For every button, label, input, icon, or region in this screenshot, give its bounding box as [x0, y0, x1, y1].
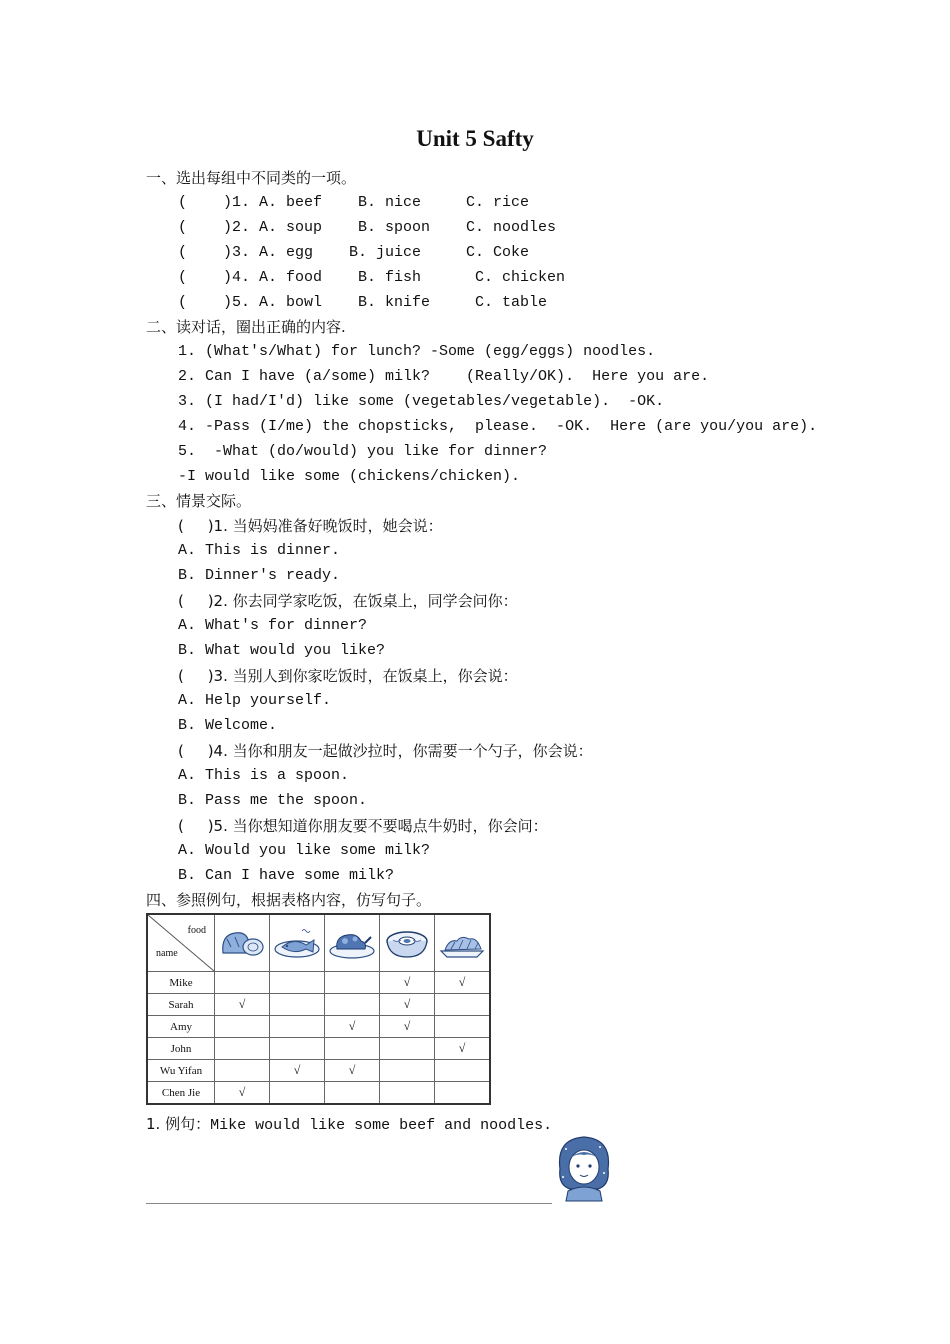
table-row: [147, 1016, 490, 1038]
table-cell: [325, 994, 380, 1016]
table-cell: √: [215, 1082, 270, 1105]
section4-heading: 四、参照例句，根据表格内容，仿写句子。: [146, 891, 432, 909]
table-cell: [215, 1060, 270, 1082]
table-cell: [380, 1060, 435, 1082]
table-cell: [435, 1016, 491, 1038]
table-corner-cell: [147, 914, 215, 972]
header-food-label: food: [187, 925, 206, 936]
header-name-label: name: [156, 948, 178, 959]
table-cell: √: [270, 1060, 325, 1082]
bread-icon: [215, 914, 270, 972]
food-preference-table: [146, 913, 491, 1105]
table-cell: [270, 1038, 325, 1060]
section2-item-4: 4. -Pass (I/me) the chopsticks, please. -OK. Here (are you/you are).: [178, 418, 818, 435]
table-cell: [215, 1016, 270, 1038]
section3-q1-option-a: A. This is dinner.: [178, 542, 341, 559]
table-cell: √: [380, 972, 435, 994]
table-cell: [380, 1082, 435, 1105]
table-row: [147, 1060, 490, 1082]
section1-item-5: ( )5. A. bowl B. knife C. table: [178, 294, 548, 311]
table-cell: [215, 1038, 270, 1060]
table-row: [147, 1082, 490, 1105]
table-cell: √: [215, 994, 270, 1016]
table-cell: √: [435, 1038, 491, 1060]
section3-q4-option-b: B. Pass me the spoon.: [178, 792, 368, 809]
table-cell: [270, 972, 325, 994]
table-header-row: [147, 914, 490, 972]
example-line: [146, 1115, 552, 1135]
table-row: [147, 972, 490, 994]
table-cell: √: [380, 1016, 435, 1038]
table-cell: [270, 1016, 325, 1038]
table-cell: √: [435, 972, 491, 994]
section3-q5-option-a: A. Would you like some milk?: [178, 842, 431, 859]
table-row: [147, 994, 490, 1016]
row-name: Mike: [147, 972, 215, 994]
section1-item-2: ( )2. A. soup B. spoon C. noodles: [178, 219, 557, 236]
row-name: Sarah: [147, 994, 215, 1016]
section1-item-3: ( )3. A. egg B. juice C. Coke: [178, 244, 530, 261]
section2-item-2: 2. Can I have (a/some) milk? (Really/OK). Here you are.: [178, 368, 710, 385]
table-cell: [380, 1038, 435, 1060]
row-name: Chen Jie: [147, 1082, 215, 1105]
chicken-dish-icon: [325, 914, 380, 972]
page-title: Unit 5 Safty: [416, 126, 534, 151]
example-prefix: 1. 例句：: [146, 1115, 211, 1133]
section1-heading: 一、选出每组中不同类的一项。: [146, 169, 357, 187]
table-cell: [435, 1082, 491, 1105]
section3-q5-option-b: B. Can I have some milk?: [178, 867, 395, 884]
section3-question-2: ( )2. 你去同学家吃饭，在饭桌上，同学会问你：: [178, 592, 518, 610]
table-cell: [435, 994, 491, 1016]
section2-item-5-answer: -I would like some (chickens/chicken).: [178, 468, 521, 485]
diagonal-divider: [148, 915, 214, 971]
section3-question-5: ( )5. 当你想知道你朋友要不要喝点牛奶时，你会问：: [178, 817, 548, 835]
section3-question-4: ( )4. 当你和朋友一起做沙拉时，你需要一个勺子，你会说：: [178, 742, 593, 760]
section2-item-5: 5. -What (do/would) you like for dinner?: [178, 443, 548, 460]
section3-q4-option-a: A. This is a spoon.: [178, 767, 350, 784]
table-cell: [325, 1038, 380, 1060]
answer-blank-line[interactable]: [146, 1203, 552, 1204]
table-cell: [270, 994, 325, 1016]
beef-plate-icon: [435, 914, 491, 972]
example-sentence: Mike would like some beef and noodles.: [210, 1117, 553, 1134]
row-name: Amy: [147, 1016, 215, 1038]
section3-q3-option-b: B. Welcome.: [178, 717, 278, 734]
table-cell: √: [325, 1016, 380, 1038]
table-cell: [325, 972, 380, 994]
table-cell: [325, 1082, 380, 1105]
section1-item-4: ( )4. A. food B. fish C. chicken: [178, 269, 566, 286]
table-row: [147, 1038, 490, 1060]
section2-item-3: 3. (I had/I'd) like some (vegetables/vegetable). -OK.: [178, 393, 665, 410]
section1-item-1: ( )1. A. beef B. nice C. rice: [178, 194, 530, 211]
table-cell: [215, 972, 270, 994]
section2-heading: 二、读对话，圈出正确的内容.: [146, 318, 346, 336]
row-name: Wu Yifan: [147, 1060, 215, 1082]
section3-q2-option-b: B. What would you like?: [178, 642, 386, 659]
table-cell: [435, 1060, 491, 1082]
section3-question-1: ( )1. 当妈妈准备好晚饭时，她会说：: [178, 517, 443, 535]
noodle-bowl-icon: [380, 914, 435, 972]
section3-q1-option-b: B. Dinner's ready.: [178, 567, 341, 584]
section3-q2-option-a: A. What's for dinner?: [178, 617, 368, 634]
table-cell: √: [380, 994, 435, 1016]
section3-heading: 三、情景交际。: [146, 492, 252, 510]
girl-illustration: [552, 1133, 616, 1207]
table-cell: [270, 1082, 325, 1105]
section3-question-3: ( )3. 当别人到你家吃饭时，在饭桌上，你会说：: [178, 667, 518, 685]
section2-item-1: 1. (What's/What) for lunch? -Some (egg/eggs) noodles.: [178, 343, 656, 360]
section3-q3-option-a: A. Help yourself.: [178, 692, 332, 709]
row-name: John: [147, 1038, 215, 1060]
fish-dish-icon: [270, 914, 325, 972]
table-cell: √: [325, 1060, 380, 1082]
